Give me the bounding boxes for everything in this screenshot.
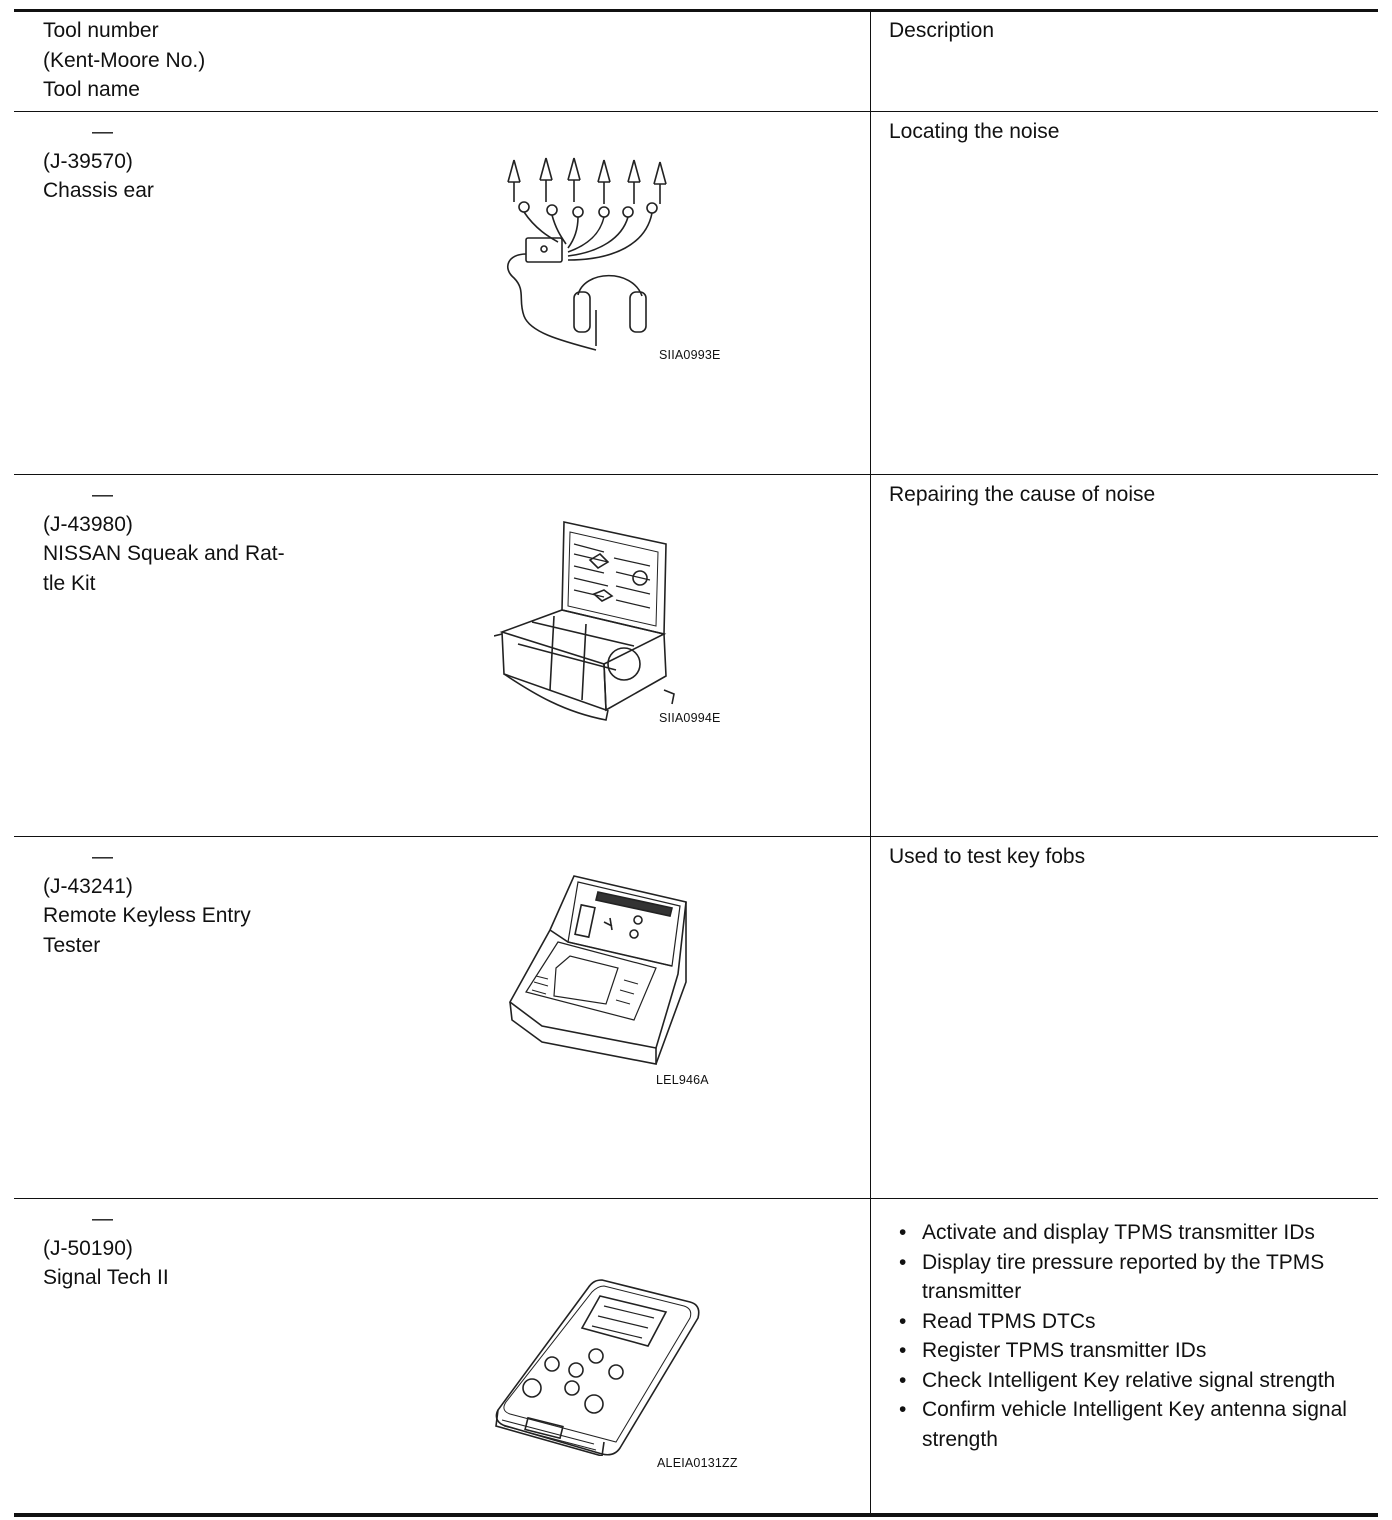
tool-number: — [92,845,113,868]
tool-name-continued: tle Kit [43,571,96,595]
kent-moore-number: (J-39570) [43,149,133,173]
list-item: • Check Intelligent Key relative signal strength [898,1366,1368,1396]
header-tool-number: Tool number [43,19,159,42]
tool-number: — [92,483,113,506]
list-item: • Display tire pressure reported by the TPMS transmitter [898,1248,1368,1307]
description: Locating the noise [889,120,1060,143]
squeak-rattle-kit-illustration [494,514,684,729]
table-top-rule [14,9,1378,12]
column-divider [870,12,871,1513]
tool-info [43,1204,169,1293]
row-divider [14,474,1378,475]
header-description: Description [889,19,995,42]
row-divider [14,1198,1378,1199]
figure-code: LEL946A [656,1073,709,1087]
figure-code: SIIA0993E [659,348,721,362]
tool-name-continued: Tester [43,933,101,957]
list-item: • Confirm vehicle Intelligent Key antenna signal strength [898,1395,1368,1454]
header-kent-moore: (Kent-Moore No.) [43,48,206,72]
tool-name: Signal Tech II [43,1266,169,1289]
kent-moore-number: (J-43980) [43,512,133,536]
figure-code: ALEIA0131ZZ [657,1456,738,1470]
tool-info [43,842,251,960]
table-bottom-rule [14,1513,1378,1517]
header-tool-name: Tool name [43,78,140,101]
header-tool-column [43,16,205,105]
description: Used to test key fobs [889,845,1086,868]
tool-info [43,480,285,598]
tool-name: Remote Keyless Entry [43,904,251,927]
chassis-ear-illustration [496,150,716,365]
tool-name: Chassis ear [43,179,154,202]
list-item: • Register TPMS transmitter IDs [898,1336,1368,1366]
list-item: • Read TPMS DTCs [898,1307,1368,1337]
tool-number: — [92,1207,113,1230]
tool-name: NISSAN Squeak and Rat- [43,542,285,565]
description-bullet-list [898,1218,1368,1454]
kent-moore-number: (J-43241) [43,874,133,898]
keyless-entry-tester-illustration [506,872,696,1072]
signal-tech-illustration [492,1276,706,1456]
list-item: • Activate and display TPMS transmitter IDs [898,1218,1368,1248]
description: Repairing the cause of noise [889,483,1156,506]
row-divider [14,836,1378,837]
tool-number: — [92,120,113,143]
tool-info [43,117,154,206]
header-divider [14,111,1378,112]
kent-moore-number: (J-50190) [43,1236,133,1260]
figure-code: SIIA0994E [659,711,721,725]
